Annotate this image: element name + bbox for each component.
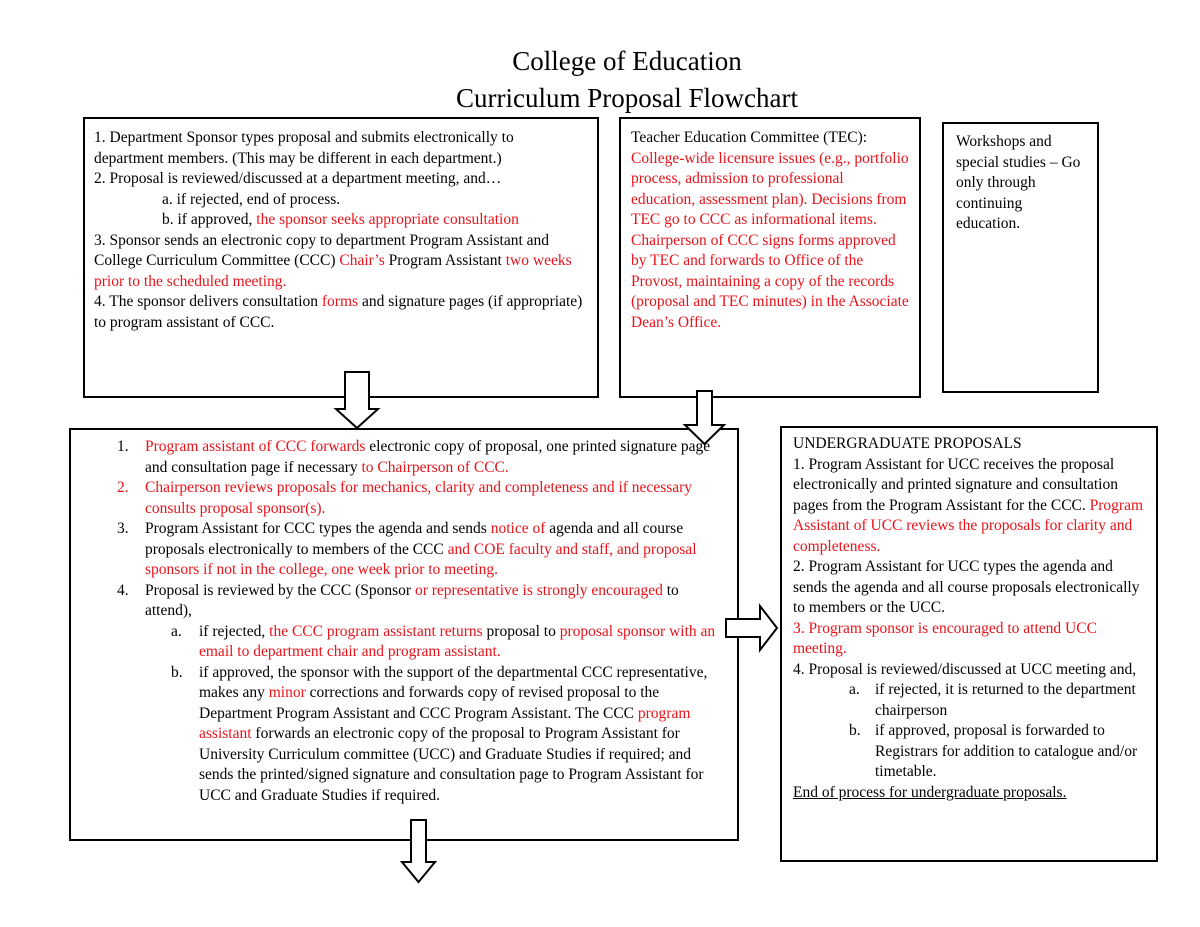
tec-heading: Teacher Education Committee (TEC): bbox=[631, 129, 868, 146]
ccc-step-1-number: 1. bbox=[117, 438, 129, 455]
ugrad-step-3: 3. Program sponsor is encouraged to attend UCC meeting. bbox=[793, 619, 1097, 657]
ccc-step-4a-highlight-2: proposal sponsor with an email to department chair and program assistant. bbox=[199, 622, 716, 660]
tec-description: College-wide licensure issues (e.g., portfolio process, admission to professional education, assessment plan). Decisions from TEC go to CCC as informational items. Chairperson of CCC signs forms approved by TEC and forwards to Office of the Provost, maintaining a copy of the records (proposal and TEC minutes) in the Associate Dean’s Office. bbox=[631, 149, 909, 331]
ccc-step-3-number: 3. bbox=[117, 520, 129, 537]
ccc-step-4b-highlight-2: program assistant bbox=[199, 704, 691, 742]
ugrad-step-1-highlight: Program Assistant of UCC reviews the proposals for clarity and completeness. bbox=[793, 496, 1144, 555]
ugrad-step-4b-text: if approved, proposal is forwarded to Registrars for addition to catalogue and/or timetable. bbox=[875, 722, 1138, 780]
page-title-line2: Curriculum Proposal Flowchart bbox=[456, 83, 798, 113]
ccc-step-4-text-2: to attend), bbox=[145, 581, 679, 619]
arrow-down-ccc-continue-shape bbox=[402, 820, 435, 882]
dept-step-2: 2. Proposal is reviewed/discussed at a department meeting, and… bbox=[94, 170, 502, 187]
ccc-step-4-text: Proposal is reviewed by the CCC (Sponsor bbox=[145, 581, 415, 599]
ccc-step-1-highlight-1: Program assistant of CCC forwards bbox=[145, 438, 366, 455]
ccc-step-4b-highlight-1: minor bbox=[268, 684, 306, 701]
dept-step-3-highlight-1: Chair’s bbox=[339, 252, 385, 269]
ccc-step-4b-letter: b. bbox=[171, 663, 183, 681]
ccc-step-4a-text: if rejected, bbox=[199, 622, 270, 640]
dept-step-4-text: 4. The sponsor delivers consultation bbox=[94, 293, 322, 310]
ugrad-end-note: End of process for undergraduate proposals. bbox=[793, 783, 1067, 801]
page-title-line1: College of Education bbox=[512, 46, 742, 76]
workshops-text: Workshops and special studies – Go only through continuing education. bbox=[956, 133, 1081, 232]
ugrad-step-4: 4. Proposal is reviewed/discussed at UCC meeting and, bbox=[793, 660, 1137, 678]
ccc-step-3-text-2: agenda and all course proposals electronically to members of the CCC bbox=[145, 520, 684, 558]
ugrad-heading: UNDERGRADUATE PROPOSALS bbox=[793, 435, 1022, 452]
ccc-step-1-highlight-2: to Chairperson of CCC. bbox=[361, 458, 509, 476]
ugrad-step-1-text: 1. Program Assistant for UCC receives the proposal electronically and printed signature and consultation pages from the Program Assistant for the CCC. bbox=[793, 455, 1118, 514]
dept-step-2b-highlight: the sponsor seeks appropriate consultation bbox=[256, 211, 519, 228]
ccc-step-4b-text-2: corrections and forwards copy of revised proposal to the Department Program Assistant and CCC Program Assistant. The CCC bbox=[199, 684, 660, 722]
ccc-step-3-highlight-2: and COE faculty and staff, and proposal sponsors if not in the college, one week prior to meeting. bbox=[145, 540, 697, 578]
dept-step-4-text-2: and signature pages (if appropriate) to program assistant of CCC. bbox=[94, 293, 583, 331]
dept-step-3-text: 3. Sponsor sends an electronic copy to department Program Assistant and College Curriculum Committee (CCC) bbox=[94, 231, 550, 269]
dept-step-4-highlight: forms bbox=[321, 293, 359, 310]
dept-step-2a: a. if rejected, end of process. bbox=[162, 190, 341, 208]
ccc-step-4b-text: if approved, the sponsor with the support of the departmental CCC representative, makes any bbox=[199, 663, 708, 701]
ccc-step-4-highlight: or representative is strongly encouraged bbox=[414, 581, 663, 599]
ugrad-step-4b-letter: b. bbox=[849, 722, 861, 739]
dept-step-1: 1. Department Sponsor types proposal and submits electronically to department members. (This may be different in each department.) bbox=[94, 129, 514, 167]
ccc-step-4b-text-3: forwards an electronic copy of the proposal to Program Assistant for University Curriculum committee (UCC) and Graduate Studies if required; and sends the printed/signed signature and consultation page to Program Assistant for UCC and Graduate Studies if required. bbox=[199, 725, 704, 804]
ugrad-step-4a-letter: a. bbox=[849, 681, 860, 698]
ccc-step-3-highlight-1: notice of bbox=[490, 520, 546, 537]
dept-step-2b-text: b. if approved, bbox=[162, 211, 257, 228]
ugrad-step-2: 2. Program Assistant for UCC types the agenda and sends the agenda and all course proposals electronically to members or the UCC. bbox=[793, 558, 1140, 616]
ccc-step-4a-text-2: proposal to bbox=[482, 622, 560, 640]
ccc-step-1-text: electronic copy of proposal, one printed signature page and consultation page if necessary bbox=[145, 438, 711, 476]
dept-step-3-text-2: Program Assistant bbox=[384, 252, 506, 269]
ccc-step-4-number: 4. bbox=[117, 581, 129, 599]
ccc-step-4a-letter: a. bbox=[171, 622, 182, 640]
ccc-step-2-text: Chairperson reviews proposals for mechanics, clarity and completeness and if necessary consults proposal sponsor(s). bbox=[145, 479, 693, 517]
ccc-step-2-number: 2. bbox=[117, 479, 129, 496]
ccc-step-4a-highlight-1: the CCC program assistant returns bbox=[269, 622, 483, 640]
ccc-step-3-text: Program Assistant for CCC types the agenda and sends bbox=[145, 520, 491, 537]
ugrad-step-4a-text: if rejected, it is returned to the department chairperson bbox=[875, 681, 1136, 719]
dept-step-3-highlight-2: two weeks prior to the scheduled meeting. bbox=[94, 252, 572, 290]
